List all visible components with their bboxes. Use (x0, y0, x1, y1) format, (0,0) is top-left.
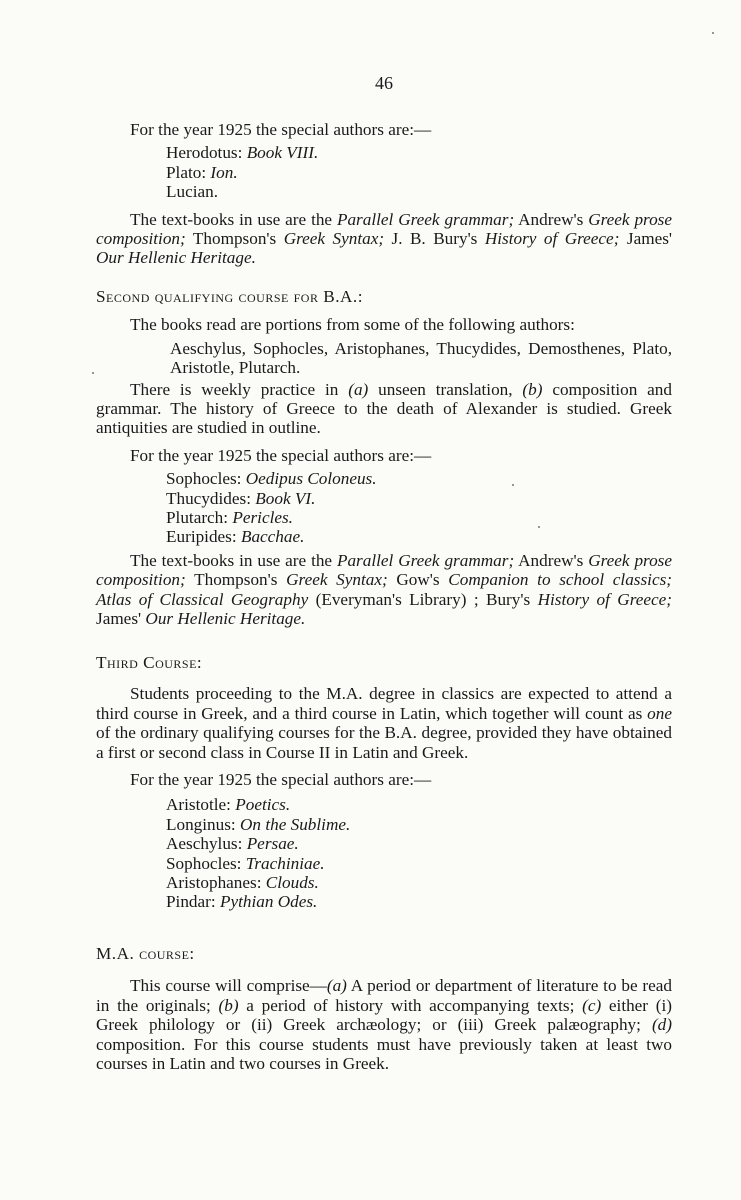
third-course-heading: Third Course: (96, 653, 203, 672)
list-item: Aeschylus: Persae. (166, 834, 299, 854)
list-item: Euripides: Bacchae. (166, 527, 305, 547)
list-item: Sophocles: Oedipus Coloneus. (166, 469, 377, 489)
intro-1925-third: For the year 1925 the special authors are:— (130, 770, 432, 790)
weekly-practice-paragraph: There is weekly practice in (a) unseen translation, (b) composition and grammar. The history of Greece to the death of Alexander is studied. Greek antiquities are studied in outline. (96, 379, 672, 438)
list-item: Aristophanes: Clouds. (166, 873, 319, 893)
ma-course-heading: M.A. course: (96, 944, 195, 963)
list-item: Plutarch: Pericles. (166, 508, 293, 528)
first-course-block (96, 120, 672, 268)
second-course-heading: Second qualifying course for B.A.: (96, 287, 364, 306)
textbooks-paragraph-1: The text-books in use are the Parallel Greek grammar; Andrew's Greek prose composition; Thompson's Greek Syntax; J. B. Bury's History of Greece; James' Our Hellenic Heritage. (96, 209, 672, 268)
intro-1925-first: For the year 1925 the special authors are:— (130, 120, 432, 139)
scan-speck (512, 484, 514, 486)
list-item: Herodotus: Book VIII. (166, 143, 319, 163)
first-authors-list (96, 143, 672, 201)
third-authors-list (96, 795, 672, 911)
page-number: 46 (375, 73, 393, 93)
ma-course-block (96, 944, 672, 1073)
ma-course-paragraph: This course will comprise—(a) A period or department of literature to be read in the originals; (b) a period of history with accompanying texts; (c) either (i) Greek philology or (ii) Greek archæology; or (iii) Greek palæography; (d) composition. For this course students must have previously taken at least two courses in Latin and two courses in Greek. (96, 976, 673, 1074)
second-course-block (96, 287, 672, 629)
list-item: Lucian. (166, 182, 219, 202)
authors-list-paragraph: Aeschylus, Sophocles, Aristophanes, Thucydides, Demosthenes, Plato, Aristotle, Plutarch. (170, 338, 672, 378)
list-item: Thucydides: Book VI. (166, 488, 316, 508)
list-item: Sophocles: Trachiniae. (166, 853, 325, 873)
books-read-paragraph: The books read are portions from some of the following authors: (130, 315, 575, 335)
textbooks-paragraph-2: The text-books in use are the Parallel Greek grammar; Andrew's Greek prose composition; Thompson's Greek Syntax; Gow's Companion to school classics; Atlas of Classical Geography (Everyman's Library) ; Bury's History of Greece; James' Our Hellenic Heritage. (96, 550, 672, 629)
list-item: Plato: Ion. (166, 162, 238, 182)
list-item: Aristotle: Poetics. (166, 795, 291, 815)
list-item: Longinus: On the Sublime. (166, 814, 351, 834)
third-course-block (96, 653, 672, 912)
list-item: Pindar: Pythian Odes. (166, 892, 318, 912)
scan-speck (712, 32, 714, 34)
second-authors-list (96, 469, 672, 547)
scan-speck (538, 526, 540, 528)
third-course-paragraph: Students proceeding to the M.A. degree in classics are expected to attend a third course in Greek, and a third course in Latin, which together will count as one of the ordinary qualifying courses for the B.A. degree, provided they have obtained a first or second class in Course II in Latin and Greek. (96, 684, 672, 762)
scan-speck (92, 372, 94, 374)
intro-1925-second: For the year 1925 the special authors are:— (130, 445, 432, 465)
